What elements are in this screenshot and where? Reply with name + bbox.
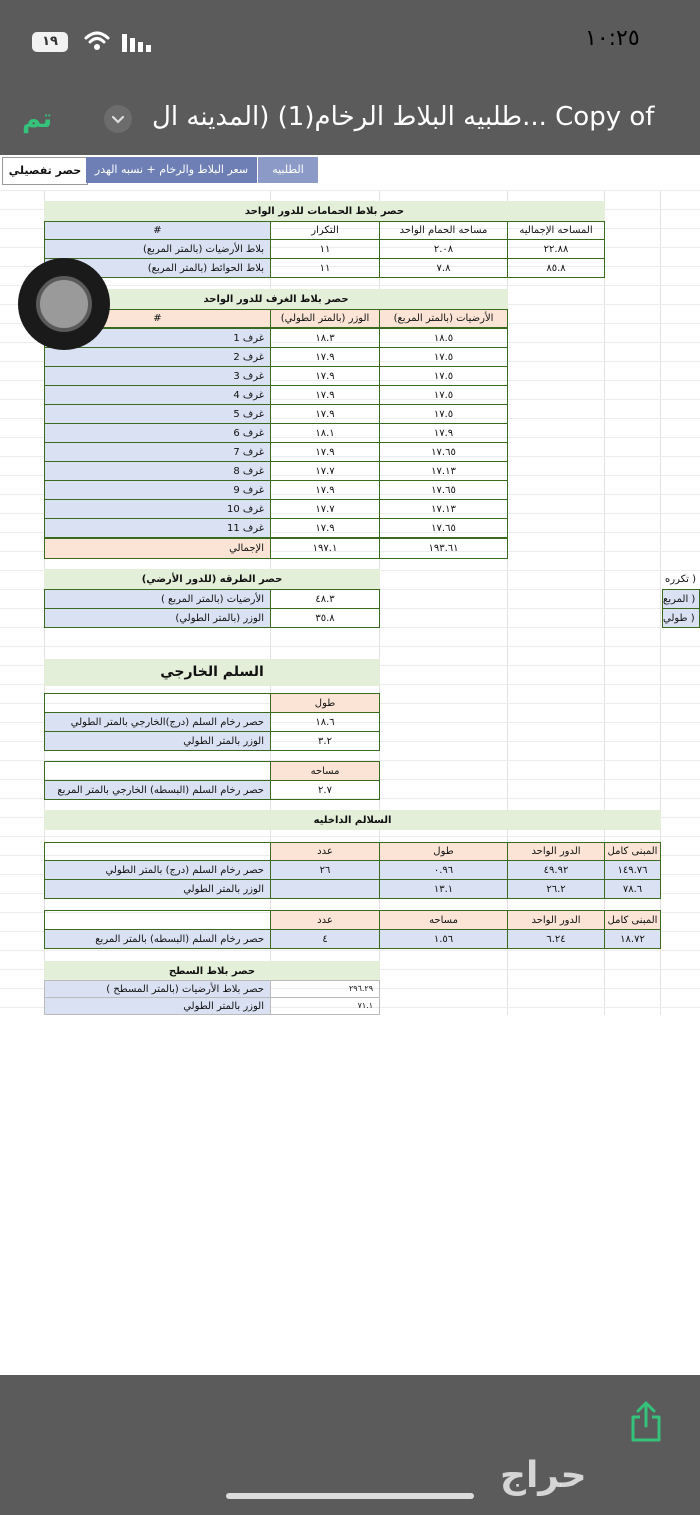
rooms-row-floor[interactable]: ١٧.٦٥	[379, 480, 508, 500]
rooms-row-label[interactable]: غرف 3	[44, 366, 271, 386]
rooms-row-label[interactable]: غرف 11	[44, 518, 271, 538]
internal-stairs-header-count[interactable]: عدد	[270, 910, 380, 930]
rooms-row-floor[interactable]: ١٨.٥	[379, 328, 508, 348]
signal-icon	[122, 34, 152, 52]
grid-line	[0, 646, 700, 647]
internal-stairs-empty-header[interactable]	[44, 910, 271, 930]
title-menu-button[interactable]	[104, 105, 132, 133]
bathrooms-row-repeat[interactable]: ١١	[270, 258, 380, 278]
corridor-row-label[interactable]: الوزر (بالمتر الطولي)	[44, 608, 271, 628]
rooms-row-floor[interactable]: ١٧.٥	[379, 404, 508, 424]
bathrooms-row-unit-area[interactable]: ٧.٨	[379, 258, 508, 278]
internal-stairs-row-label[interactable]: الوزر بالمتر الطولي	[44, 879, 271, 899]
internal-stairs-row-count[interactable]: ٢٦	[270, 860, 380, 880]
rooms-row-floor[interactable]: ١٧.٦٥	[379, 518, 508, 538]
rooms-row-skirting[interactable]: ١٧.٩	[270, 442, 380, 462]
rooms-row-label[interactable]: غرف 5	[44, 404, 271, 424]
tab-order[interactable]: الطلبيه	[258, 157, 318, 183]
bathrooms-header-total[interactable]: المساحه الإجماليه	[507, 221, 605, 240]
corridor-row-label[interactable]: الأرضيات (بالمتر المربع )	[44, 589, 271, 609]
done-button[interactable]: تم	[22, 104, 53, 134]
internal-stairs-header-length[interactable]: طول	[379, 842, 508, 861]
roof-title[interactable]: حصر بلاط السطح	[44, 961, 380, 981]
rooms-row-skirting[interactable]: ١٨.١	[270, 423, 380, 443]
bathrooms-header-label[interactable]: #	[44, 221, 271, 240]
rooms-row-label[interactable]: غرف 9	[44, 480, 271, 500]
bathrooms-row-total[interactable]: ٨٥.٨	[507, 258, 605, 278]
rooms-row-floor[interactable]: ١٧.١٣	[379, 499, 508, 519]
external-stairs-empty-header[interactable]	[44, 761, 271, 781]
wifi-icon	[84, 30, 110, 52]
roof-row-label[interactable]: الوزر بالمتر الطولي	[44, 997, 271, 1015]
external-stairs-landing-label[interactable]: حصر رخام السلم (البسطه) الخارجي بالمتر المربع	[44, 780, 271, 800]
external-stairs-landing-value[interactable]: ٢.٧	[270, 780, 380, 800]
bathrooms-row-label[interactable]: بلاط الحوائط (بالمتر المربع)	[44, 258, 271, 278]
bathrooms-header-repeat[interactable]: التكرار	[270, 221, 380, 240]
rooms-row-skirting[interactable]: ١٧.٧	[270, 499, 380, 519]
internal-stairs-landing-label[interactable]: حصر رخام السلم (البسطه) بالمتر المربع	[44, 929, 271, 949]
external-stairs-row-value[interactable]: ٣.٢	[270, 731, 380, 751]
internal-stairs-row-building[interactable]: ٧٨.٦	[604, 879, 661, 899]
rooms-row-label[interactable]: غرف 7	[44, 442, 271, 462]
rooms-row-floor[interactable]: ١٧.٥	[379, 347, 508, 367]
internal-stairs-row-label[interactable]: حصر رخام السلم (درج) بالمتر الطولي	[44, 860, 271, 880]
rooms-row-floor[interactable]: ١٧.٩	[379, 423, 508, 443]
rooms-row-label[interactable]: غرف 8	[44, 461, 271, 481]
internal-stairs-row-floor[interactable]: ٢٦.٢	[507, 879, 605, 899]
internal-stairs-row-building[interactable]: ١٤٩.٧٦	[604, 860, 661, 880]
side-clipped-cell[interactable]: المربع )	[662, 589, 700, 609]
roof-row-value[interactable]: ٧١.١	[270, 997, 380, 1015]
rooms-row-floor[interactable]: ١٧.٦٥	[379, 442, 508, 462]
external-stairs-row-value[interactable]: ١٨.٦	[270, 712, 380, 732]
rooms-header-skirting[interactable]: الوزر (بالمتر الطولي)	[270, 309, 380, 328]
side-clipped-cell[interactable]: تكرره )	[665, 574, 696, 585]
rooms-row-label[interactable]: غرف 2	[44, 347, 271, 367]
rooms-header-floor[interactable]: الأرضيات (بالمتر المربع)	[379, 309, 508, 328]
rooms-row-skirting[interactable]: ١٧.٧	[270, 461, 380, 481]
document-title: طلبيه البلاط الرخام(1) (المدينه ال... Copy of	[152, 102, 655, 132]
internal-stairs-row-floor[interactable]: ٤٩.٩٢	[507, 860, 605, 880]
rooms-title[interactable]: حصر بلاط الغرف للدور الواحد	[44, 289, 508, 309]
external-stairs-area-header[interactable]: مساحه	[270, 761, 380, 781]
rooms-row-skirting[interactable]: ١٧.٩	[270, 347, 380, 367]
internal-stairs-landing-area[interactable]: ١.٥٦	[379, 929, 508, 949]
grid-line	[0, 950, 700, 951]
rooms-row-label[interactable]: غرف 4	[44, 385, 271, 405]
internal-stairs-row-count[interactable]	[270, 879, 380, 899]
tire-overlay	[18, 258, 110, 350]
share-icon[interactable]	[628, 1400, 664, 1444]
rooms-row-label[interactable]: غرف 6	[44, 423, 271, 443]
rooms-total-label[interactable]: الإجمالي	[44, 538, 271, 559]
external-stairs-empty-header[interactable]	[44, 693, 271, 713]
roof-row-label[interactable]: حصر بلاط الأرضيات (بالمتر المسطح )	[44, 980, 271, 998]
rooms-row-skirting[interactable]: ١٧.٩	[270, 385, 380, 405]
internal-stairs-header-building[interactable]: المبنى كامل	[604, 842, 661, 861]
external-stairs-length-header[interactable]: طول	[270, 693, 380, 713]
rooms-total-skirting[interactable]: ١٩٧.١	[270, 538, 380, 559]
internal-stairs-title[interactable]: السلالم الداخليه	[44, 810, 661, 830]
corridor-row-value[interactable]: ٣٥.٨	[270, 608, 380, 628]
bathrooms-row-unit-area[interactable]: ٢.٠٨	[379, 239, 508, 259]
roof-row-value[interactable]: ٢٩٦.٢٩	[270, 980, 380, 998]
rooms-row-label[interactable]: غرف 1	[44, 328, 271, 348]
rooms-row-skirting[interactable]: ١٧.٩	[270, 404, 380, 424]
grid-line	[0, 836, 700, 837]
status-time: ١٠:٢٥	[585, 26, 640, 51]
rooms-row-floor[interactable]: ١٧.٥	[379, 385, 508, 405]
internal-stairs-empty-header[interactable]	[44, 842, 271, 861]
rooms-row-skirting[interactable]: ١٧.٩	[270, 480, 380, 500]
rooms-total-floor[interactable]: ١٩٣.٦١	[379, 538, 508, 559]
chevron-down-icon	[104, 105, 132, 133]
external-stairs-row-label[interactable]: حصر رخام السلم (درج)الخارجي بالمتر الطولي	[44, 712, 271, 732]
tire-hub	[36, 276, 92, 332]
internal-stairs-header-area[interactable]: مساحه	[379, 910, 508, 930]
corridor-title[interactable]: حصر الطرقه (للدور الأرضي)	[44, 569, 380, 589]
internal-stairs-landing-floor[interactable]: ٦.٢٤	[507, 929, 605, 949]
corridor-row-value[interactable]: ٤٨.٣	[270, 589, 380, 609]
rooms-row-floor[interactable]: ١٧.٥	[379, 366, 508, 386]
bathrooms-header-unit-area[interactable]: مساحه الحمام الواحد	[379, 221, 508, 240]
rooms-row-label[interactable]: غرف 10	[44, 499, 271, 519]
rooms-row-skirting[interactable]: ١٨.٣	[270, 328, 380, 348]
tab-prices-waste[interactable]: سعر البلاط والرخام + نسبه الهدر	[86, 157, 257, 183]
bathrooms-row-label[interactable]: بلاط الأرضيات (بالمتر المربع)	[44, 239, 271, 259]
internal-stairs-landing-count[interactable]: ٤	[270, 929, 380, 949]
bathrooms-row-total[interactable]: ٢٢.٨٨	[507, 239, 605, 259]
internal-stairs-landing-building[interactable]: ١٨.٧٢	[604, 929, 661, 949]
home-indicator[interactable]	[226, 1493, 474, 1499]
external-stairs-title[interactable]: السلم الخارجي	[44, 659, 380, 686]
battery-indicator: ١٩	[32, 32, 68, 52]
internal-stairs-header-count[interactable]: عدد	[270, 842, 380, 861]
internal-stairs-row-length[interactable]: ٠.٩٦	[379, 860, 508, 880]
internal-stairs-row-length[interactable]: ١٣.١	[379, 879, 508, 899]
rooms-header-label[interactable]: #	[44, 309, 271, 328]
external-stairs-row-label[interactable]: الوزر بالمتر الطولي	[44, 731, 271, 751]
internal-stairs-header-floor[interactable]: الدور الواحد	[507, 842, 605, 861]
rooms-row-floor[interactable]: ١٧.١٣	[379, 461, 508, 481]
haraj-watermark: حراج	[500, 1455, 587, 1496]
grid-line	[0, 190, 700, 191]
tab-detailed-count[interactable]: حصر تفصيلي	[2, 157, 88, 185]
internal-stairs-header-building[interactable]: المبنى كامل	[604, 910, 661, 930]
bathrooms-title[interactable]: حصر بلاط الحمامات للدور الواحد	[44, 201, 605, 221]
internal-stairs-header-floor[interactable]: الدور الواحد	[507, 910, 605, 930]
rooms-row-skirting[interactable]: ١٧.٩	[270, 518, 380, 538]
side-clipped-cell[interactable]: طولي )	[662, 608, 700, 628]
bathrooms-row-repeat[interactable]: ١١	[270, 239, 380, 259]
rooms-row-skirting[interactable]: ١٧.٩	[270, 366, 380, 386]
